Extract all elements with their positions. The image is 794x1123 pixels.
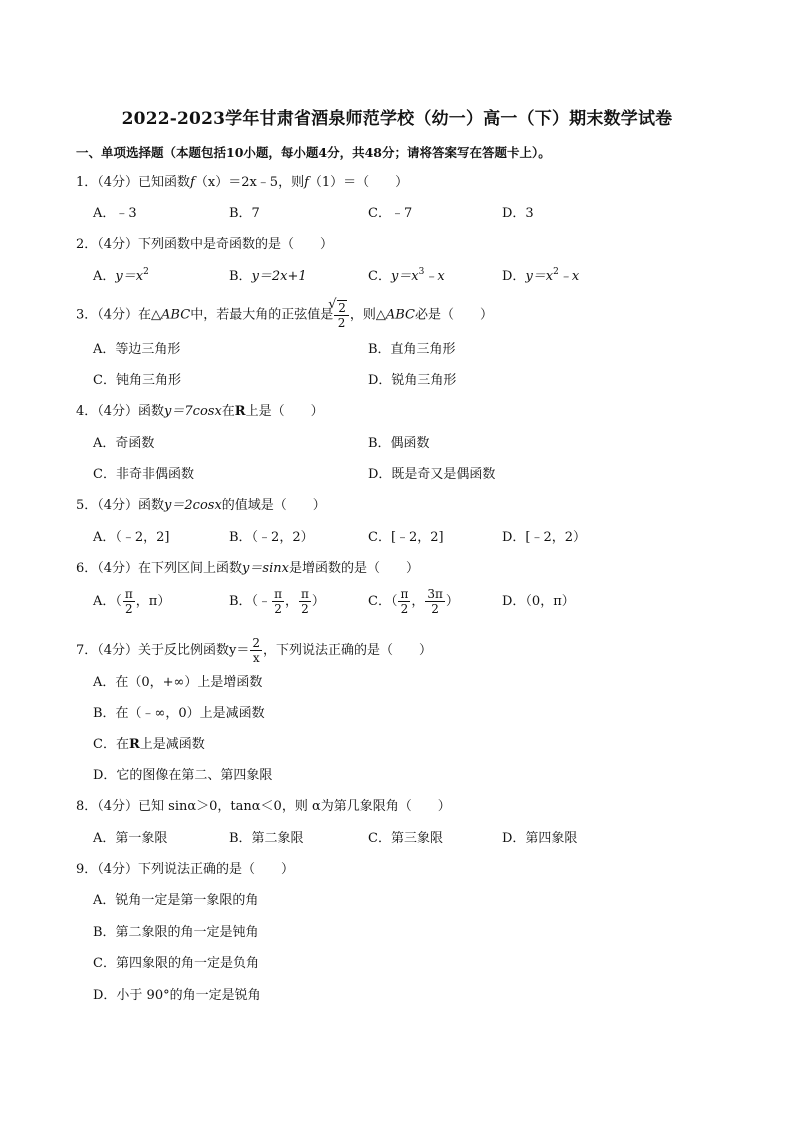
q6-option-d[interactable]: D．（0，π） bbox=[502, 594, 575, 609]
question-6: 6．（4分）在下列区间上函数y＝sinx是增函数的是（ ） bbox=[76, 561, 419, 576]
q2-option-c[interactable]: C．$y=x^3﹣x$ bbox=[368, 267, 445, 284]
q3-option-a[interactable]: A．等边三角形 bbox=[93, 342, 181, 357]
page-title: 2022-2023学年甘肃省酒泉师范学校（幼一）高一（下）期末数学试卷 bbox=[121, 109, 673, 129]
section-heading: 一、单项选择题（本题包括10小题，每小题4分，共48分；请将答案写在答题卡上）。 bbox=[76, 145, 551, 160]
question-3: 3．（4分）在△ABC中，若最大角的正弦值是 √ $\frac{2}{2}$ ，则△ABC必是（ ） bbox=[76, 300, 493, 330]
question-4: 4．（4分）函数y＝7cosx在R上是（ ） bbox=[76, 404, 324, 419]
q7-option-c[interactable]: C．在R上是减函数 bbox=[93, 737, 205, 752]
question-2: 2．（4分）下列函数中是奇函数的是（ ） bbox=[76, 237, 334, 252]
q9-option-b[interactable]: B．第二象限的角一定是钝角 bbox=[93, 925, 259, 940]
q4-option-d[interactable]: D．既是奇又是偶函数 bbox=[368, 467, 496, 482]
q4-option-a[interactable]: A．奇函数 bbox=[93, 436, 155, 451]
q2-option-b[interactable]: B．y＝2x+1 bbox=[229, 269, 307, 284]
question-7: 7．（4分）关于反比例函数y＝ $\frac{2}{x}$ ，下列说法正确的是（ ） bbox=[76, 636, 433, 665]
q5-option-b[interactable]: B．（﹣2，2） bbox=[229, 530, 314, 545]
q9-option-a[interactable]: A．锐角一定是第一象限的角 bbox=[93, 893, 259, 908]
q1-option-b[interactable]: B．7 bbox=[229, 206, 260, 221]
q2-option-a[interactable]: A．$y=x^2$ bbox=[93, 267, 149, 284]
q9-option-d[interactable]: D．小于 90°的角一定是锐角 bbox=[93, 988, 261, 1003]
2-over-x-fraction: $\frac{2}{x}$ bbox=[252, 636, 261, 665]
q6-option-a[interactable]: A．（ $\frac{\pi}{2}$ ，π） bbox=[93, 587, 171, 616]
q7-option-b[interactable]: B．在（﹣∞，0）上是减函数 bbox=[93, 706, 265, 721]
sqrt2-over-2-fraction: √ $\frac{2}{2}$ bbox=[334, 300, 349, 330]
q8-option-d[interactable]: D．第四象限 bbox=[502, 831, 578, 846]
q5-option-a[interactable]: A．（﹣2，2] bbox=[93, 530, 170, 545]
q8-option-c[interactable]: C．第三象限 bbox=[368, 831, 443, 846]
q8-option-b[interactable]: B．第二象限 bbox=[229, 831, 304, 846]
q1-option-a[interactable]: A．﹣3 bbox=[93, 206, 137, 221]
question-9: 9．（4分）下列说法正确的是（ ） bbox=[76, 862, 295, 877]
q4-option-b[interactable]: B．偶函数 bbox=[368, 436, 430, 451]
q6-option-b[interactable]: B．（﹣ $\frac{\pi}{2}$ ， $\frac{\pi}{2}$ ） bbox=[229, 587, 325, 616]
question-8: 8．（4分）已知 sinα＞0，tanα＜0，则 α为第几象限角（ ） bbox=[76, 799, 451, 814]
q5-option-d[interactable]: D．[﹣2，2） bbox=[502, 530, 587, 545]
pi-over-2-fraction: $\frac{\pi}{2}$ bbox=[274, 587, 282, 616]
q8-option-a[interactable]: A．第一象限 bbox=[93, 831, 168, 846]
q5-option-c[interactable]: C．[﹣2，2] bbox=[368, 530, 444, 545]
q3-option-c[interactable]: C．钝角三角形 bbox=[93, 373, 181, 388]
question-1: 1．（4分）已知函数f（x）＝2x﹣5，则f（1）＝（ ） bbox=[76, 175, 409, 190]
question-5: 5．（4分）函数y＝2cosx的值域是（ ） bbox=[76, 498, 326, 513]
q2-option-d[interactable]: D．$y=x^2﹣x$ bbox=[502, 267, 580, 284]
3pi-over-2-fraction: $\frac{3\pi}{2}$ bbox=[427, 587, 443, 616]
q3-option-d[interactable]: D．锐角三角形 bbox=[368, 373, 457, 388]
q7-option-d[interactable]: D．它的图像在第二、第四象限 bbox=[93, 768, 273, 783]
pi-over-2-fraction: $\frac{\pi}{2}$ bbox=[124, 587, 133, 616]
q4-option-c[interactable]: C．非奇非偶函数 bbox=[93, 467, 194, 482]
pi-over-2-fraction: $\frac{\pi}{2}$ bbox=[400, 587, 409, 616]
q1-option-d[interactable]: D．3 bbox=[502, 206, 534, 221]
q1-option-c[interactable]: C．﹣7 bbox=[368, 206, 413, 221]
q7-option-a[interactable]: A．在（0，+∞）上是增函数 bbox=[93, 675, 263, 690]
q3-option-b[interactable]: B．直角三角形 bbox=[368, 342, 456, 357]
q6-option-c[interactable]: C．（ $\frac{\pi}{2}$ ， $\frac{3\pi}{2}$ ） bbox=[368, 587, 459, 616]
q9-option-c[interactable]: C．第四象限的角一定是负角 bbox=[93, 956, 259, 971]
pi-over-2-fraction: $\frac{\pi}{2}$ bbox=[300, 587, 309, 616]
